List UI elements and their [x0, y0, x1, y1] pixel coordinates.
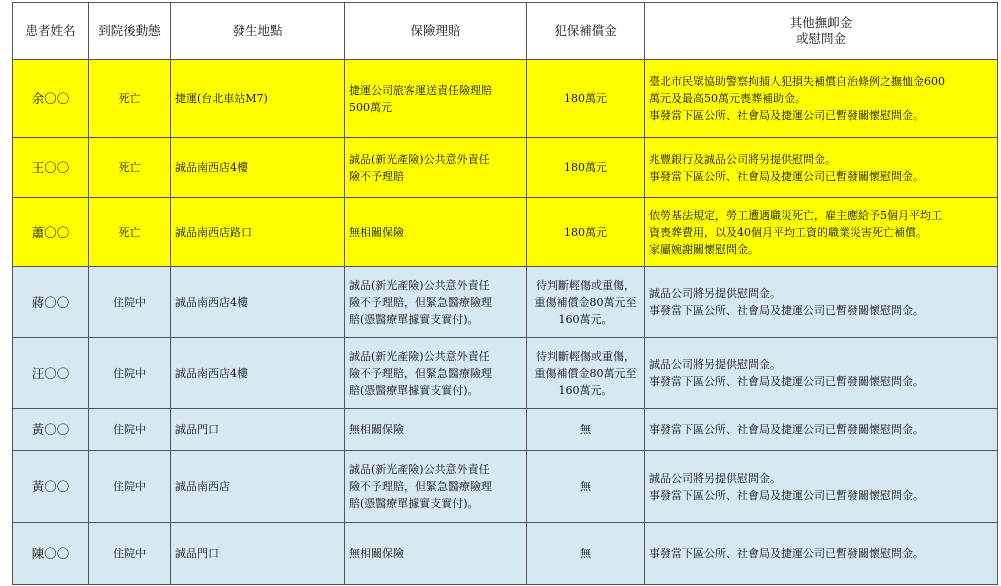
crime-compensation: 待判斷輕傷或重傷， 重傷補償金80萬元至 160萬元。	[527, 267, 645, 338]
header-insurance: 保險理賠	[345, 3, 527, 60]
crime-compensation: 180萬元	[527, 198, 645, 267]
patient-name: 王〇〇	[13, 138, 89, 198]
header-location: 發生地點	[171, 3, 345, 60]
incident-location: 誠品門口	[171, 409, 345, 451]
patient-name: 余〇〇	[13, 60, 89, 138]
table-row	[13, 198, 998, 267]
table-row	[13, 267, 998, 338]
crime-compensation: 無	[527, 409, 645, 451]
insurance-claim: 無相關保險	[345, 409, 527, 451]
patient-status: 住院中	[89, 338, 171, 409]
insurance-claim: 無相關保險	[345, 198, 527, 267]
other-compensation: 兆豐銀行及誠品公司將另提供慰問金。 事發當下區公所、社會局及捷運公司已暫發關懷慰問金。	[645, 138, 998, 198]
table-row	[13, 409, 998, 451]
other-compensation: 事發當下區公所、社會局及捷運公司已暫發關懷慰問金。	[645, 523, 998, 585]
incident-location: 誠品門口	[171, 523, 345, 585]
table-row	[13, 523, 998, 585]
other-compensation: 誠品公司將另提供慰問金。 事發當下區公所、社會局及捷運公司已暫發關懷慰問金。	[645, 267, 998, 338]
incident-location: 捷運(台北車站M7)	[171, 60, 345, 138]
crime-compensation: 180萬元	[527, 138, 645, 198]
table-row	[13, 338, 998, 409]
patient-name: 蔣〇〇	[13, 267, 89, 338]
header-status: 到院後動態	[89, 3, 171, 60]
table-row	[13, 451, 998, 523]
patient-status: 死亡	[89, 198, 171, 267]
patient-status: 死亡	[89, 138, 171, 198]
patient-name: 汪〇〇	[13, 338, 89, 409]
patient-status: 住院中	[89, 267, 171, 338]
victim-compensation-table	[12, 2, 998, 585]
crime-compensation: 無	[527, 451, 645, 523]
insurance-claim: 捷運公司旅客運送責任險理賠 500萬元	[345, 60, 527, 138]
crime-compensation: 無	[527, 523, 645, 585]
incident-location: 誠品南西店4樓	[171, 338, 345, 409]
insurance-claim: 誠品(新光產險)公共意外責任 險不予理賠，但緊急醫療險理 賠(憑醫療單據實支實付)。	[345, 267, 527, 338]
table-row	[13, 60, 998, 138]
insurance-claim: 誠品(新光產險)公共意外責任 險不予理賠，但緊急醫療險理 賠(憑醫療單據實支實付)。	[345, 338, 527, 409]
incident-location: 誠品南西店路口	[171, 198, 345, 267]
insurance-claim: 誠品(新光產險)公共意外責任 險不予理賠	[345, 138, 527, 198]
table-row	[13, 138, 998, 198]
incident-location: 誠品南西店	[171, 451, 345, 523]
crime-compensation: 待判斷輕傷或重傷， 重傷補償金80萬元至 160萬元。	[527, 338, 645, 409]
other-compensation: 誠品公司將另提供慰問金。 事發當下區公所、社會局及捷運公司已暫發關懷慰問金。	[645, 338, 998, 409]
insurance-claim: 無相關保險	[345, 523, 527, 585]
incident-location: 誠品南西店4樓	[171, 138, 345, 198]
header-crime-compensation: 犯保補償金	[527, 3, 645, 60]
patient-name: 陳〇〇	[13, 523, 89, 585]
other-compensation: 依勞基法規定，勞工遭遇職災死亡，雇主應給予5個月平均工 資喪葬費用，以及40個月平均工資的職業災害死亡補償。 家屬婉謝關懷慰問金。	[645, 198, 998, 267]
patient-name: 黃〇〇	[13, 451, 89, 523]
patient-status: 住院中	[89, 409, 171, 451]
patient-name: 蕭〇〇	[13, 198, 89, 267]
header-other-compensation: 其他撫卹金 或慰問金	[645, 3, 998, 60]
other-compensation: 誠品公司將另提供慰問金。 事發當下區公所、社會局及捷運公司已暫發關懷慰問金。	[645, 451, 998, 523]
patient-status: 死亡	[89, 60, 171, 138]
header-name: 患者姓名	[13, 3, 89, 60]
insurance-claim: 誠品(新光產險)公共意外責任 險不予理賠，但緊急醫療險理 賠(憑醫療單據實支實付)。	[345, 451, 527, 523]
patient-status: 住院中	[89, 451, 171, 523]
header-row	[13, 3, 998, 60]
other-compensation: 臺北市民眾協助警察拘捕人犯損失補償自治條例之撫恤金600 萬元及最高50萬元喪葬補助金。 事發當下區公所、社會局及捷運公司已暫發關懷慰問金。	[645, 60, 998, 138]
patient-name: 黃〇〇	[13, 409, 89, 451]
crime-compensation: 180萬元	[527, 60, 645, 138]
incident-location: 誠品南西店4樓	[171, 267, 345, 338]
patient-status: 住院中	[89, 523, 171, 585]
other-compensation: 事發當下區公所、社會局及捷運公司已暫發關懷慰問金。	[645, 409, 998, 451]
